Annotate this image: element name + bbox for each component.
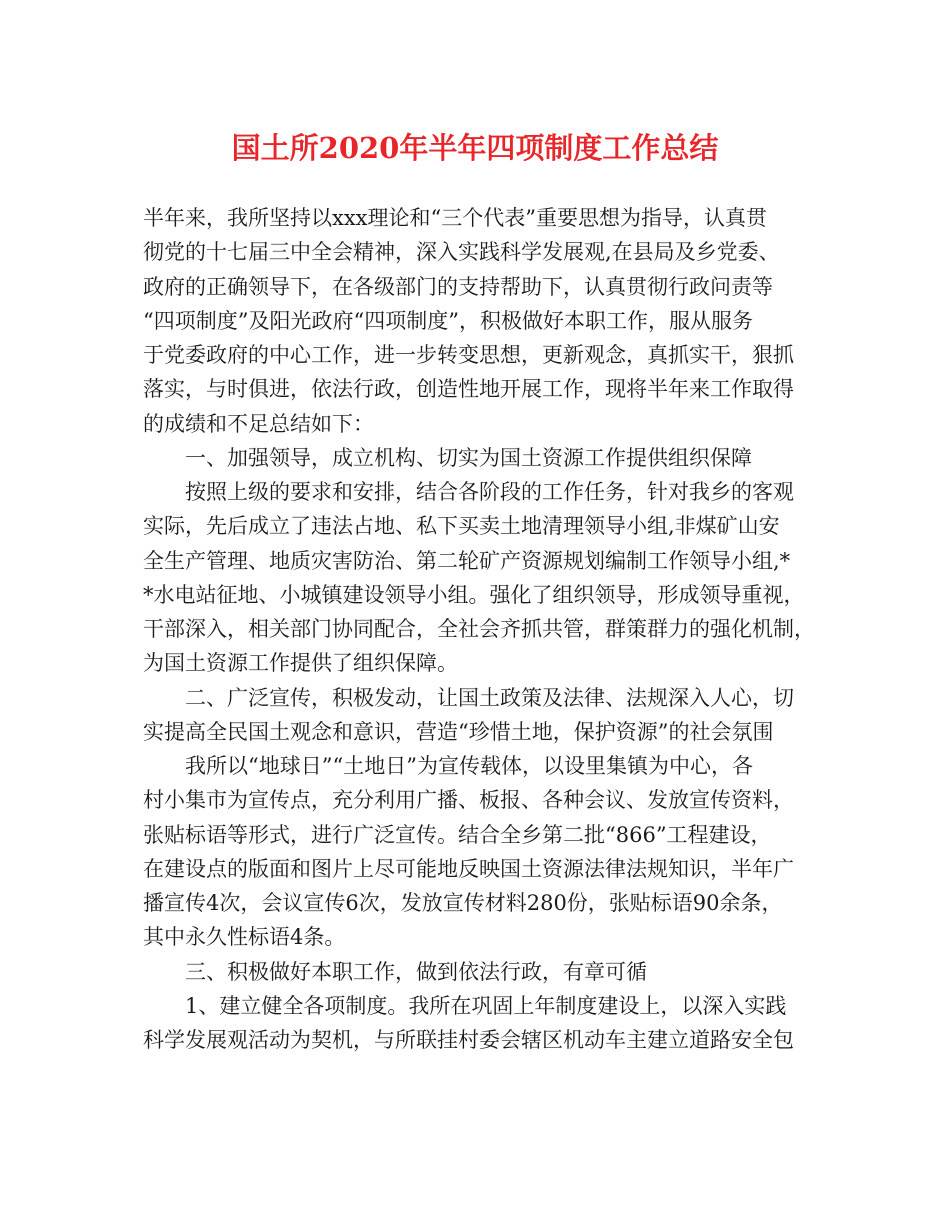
- body-line: 实际，先后成立了违法占地、私下买卖土地清理领导小组,非煤矿山安: [143, 514, 780, 539]
- body-line: 彻党的十七届三中全会精神，深入实践科学发展观,在县局及乡党委、: [143, 240, 780, 265]
- body-line: 的成绩和不足总结如下：: [143, 411, 374, 436]
- body-line: 我所以“地球日”“土地日”为宣传载体，以设里集镇为中心，各: [185, 754, 753, 778]
- body-line: 于党委政府的中心工作，进一步转变思想，更新观念，真抓实干，狠抓: [143, 343, 794, 367]
- body-line: 播宣传4次，会议宣传6次，发放宣传材料280份，张贴标语90余条，: [143, 891, 783, 915]
- body-line: 张贴标语等形式，进行广泛宣传。结合全乡第二批“866”工程建设，: [143, 822, 772, 847]
- body-line: 一、加强领导，成立机构、切实为国土资源工作提供组织保障: [185, 445, 752, 470]
- body-line: “四项制度”及阳光政府“四项制度”，积极做好本职工作，服从服务: [143, 308, 753, 333]
- body-line: 半年来，我所坚持以xxx理论和“三个代表”重要思想为指导，认真贯: [143, 206, 767, 230]
- body-line: 为国土资源工作提供了组织保障。: [143, 651, 458, 676]
- body-line: 全生产管理、地质灾害防治、第二轮矿产资源规划编制工作领导小组,*: [143, 548, 791, 573]
- body-line: 在建设点的版面和图片上尽可能地反映国土资源法律法规知识，半年广: [143, 856, 794, 881]
- body-line: 科学发展观活动为契机，与所联挂村委会辖区机动车主建立道路安全包: [143, 1028, 794, 1052]
- document-body: [143, 201, 823, 1057]
- body-line: 三、积极做好本职工作，做到依法行政，有章可循: [185, 959, 647, 984]
- document-title: 国土所2020年半年四项制度工作总结: [231, 131, 719, 165]
- body-line: 落实，与时俱进，依法行政，创造性地开展工作，现将半年来工作取得: [143, 377, 794, 402]
- body-line: 政府的正确领导下，在各级部门的支持帮助下，认真贯彻行政问责等: [143, 274, 773, 299]
- body-line: 按照上级的要求和安排，结合各阶段的工作任务，针对我乡的客观: [185, 480, 794, 504]
- body-line: 村小集市为宣传点，充分利用广播、板报、各种会议、发放宣传资料，: [143, 788, 794, 813]
- body-line: 其中永久性标语4条。: [143, 925, 346, 950]
- body-line: *水电站征地、小城镇建设领导小组。强化了组织领导，形成领导重视，: [143, 582, 805, 607]
- body-line: 1、建立健全各项制度。我所在巩固上年制度建设上，以深入实践: [185, 993, 787, 1018]
- body-line: 二、广泛宣传，积极发动，让国土政策及法律、法规深入人心，切: [185, 685, 794, 710]
- body-line: 实提高全民国土观念和意识，营造“珍惜土地，保护资源”的社会氛围: [143, 719, 774, 744]
- body-line: 干部深入，相关部门协同配合，全社会齐抓共管，群策群力的强化机制，: [143, 617, 815, 641]
